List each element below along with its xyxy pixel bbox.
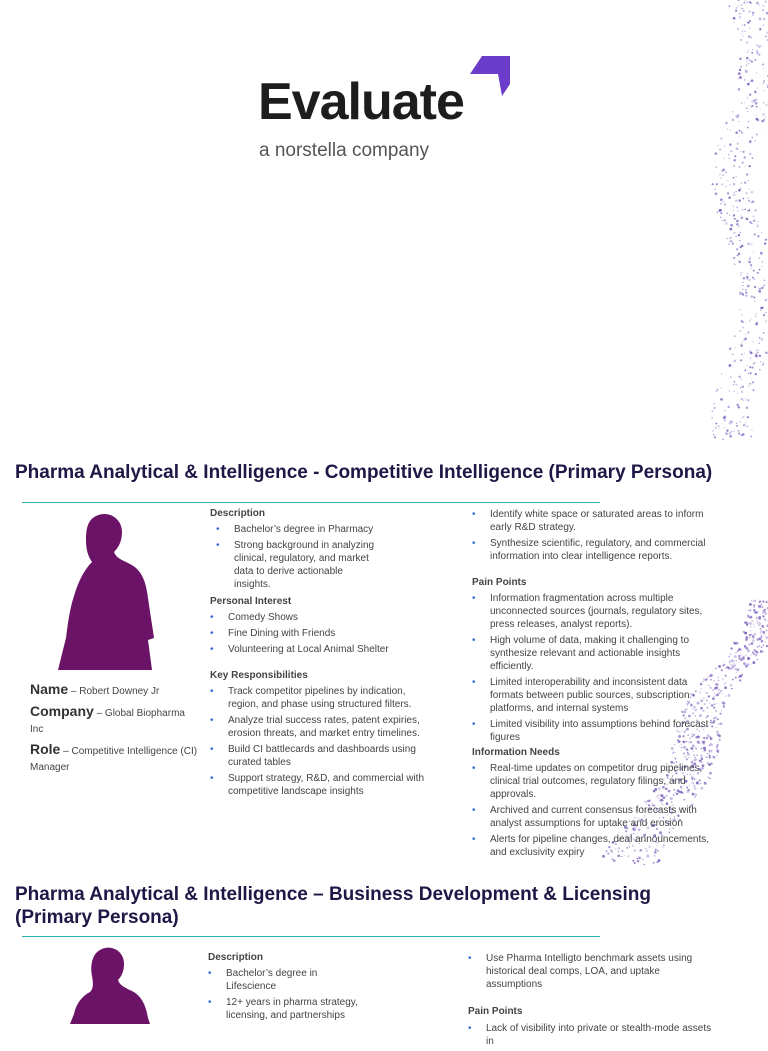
persona2-title-line2: (Primary Persona) — [15, 906, 755, 929]
pain-points-list — [468, 1022, 718, 1048]
pain-points-heading: Pain Points — [468, 1006, 718, 1017]
interest-list — [210, 611, 438, 656]
name-line: Name – Robert Downey Jr — [30, 681, 200, 700]
persona1-divider — [22, 502, 600, 503]
list-item: • Support strategy, R&D, and commercial with competitive landscape insights — [210, 772, 438, 798]
persona1-silhouette-icon — [56, 512, 156, 672]
role-line: Role – Competitive Intelligence (CI) Manager — [30, 741, 200, 776]
evaluate-logo — [258, 56, 518, 166]
list-item: • Build CI battlecards and dashboards using curated tables — [210, 743, 438, 769]
description-list — [208, 967, 368, 1022]
list-item: • Bachelor’s degree in Pharmacy — [216, 523, 381, 536]
company-label: Company — [30, 703, 94, 719]
list-item: • Comedy Shows — [210, 611, 438, 624]
list-item: • Strong background in analyzing clinical, regulatory, and market data to derive actionable insights. — [216, 539, 381, 591]
information-needs-heading: Information Needs — [472, 747, 722, 758]
list-item: • 12+ years in pharma strategy, licensing, and partnerships — [208, 996, 368, 1022]
list-item: • Lack of visibility into private or stealth-mode assets in — [468, 1022, 718, 1048]
key-responsibilities-heading: Key Responsibilities — [210, 670, 438, 681]
description-heading: Description — [210, 508, 438, 519]
description-list — [216, 523, 381, 591]
list-item: • Synthesize scientific, regulatory, and commercial information into clear intelligence reports. — [472, 537, 722, 563]
persona2-divider — [22, 936, 600, 937]
company-value: Global Biopharma Inc — [30, 708, 185, 735]
list-item: • Fine Dining with Friends — [210, 627, 438, 640]
pain-points-heading: Pain Points — [472, 577, 722, 588]
list-item: • Use Pharma Intelligto benchmark assets using historical deal comps, LOA, and uptake assumptions — [468, 952, 718, 991]
list-item: • Limited visibility into assumptions behind forecast figures — [472, 718, 722, 744]
description-heading: Description — [208, 952, 436, 963]
persona1-title: Pharma Analytical & Intelligence - Competitive Intelligence (Primary Persona) — [15, 461, 755, 484]
role-value: Competitive Intelligence (CI) Manager — [30, 746, 197, 773]
personal-interest-heading: Personal Interest — [210, 596, 438, 607]
responsibilities-list — [210, 685, 438, 798]
name-label: Name — [30, 681, 68, 697]
list-item: • Track competitor pipelines by indication, region, and phase using structured filters. — [210, 685, 438, 711]
company-line: Company – Global Biopharma Inc — [30, 703, 200, 738]
persona2-right-column — [468, 952, 718, 1051]
goals-list — [468, 952, 718, 991]
persona2-title-line1: Pharma Analytical & Intelligence – Business Development & Licensing — [15, 883, 755, 906]
persona1-middle-column — [210, 508, 438, 801]
list-item: • Identify white space or saturated areas to inform early R&D strategy. — [472, 508, 722, 534]
information-needs-list — [472, 762, 722, 859]
persona1-right-column — [472, 508, 722, 862]
list-item: • High volume of data, making it challenging to synthesize relevant and actionable insights efficiently. — [472, 634, 722, 673]
persona2-middle-column — [208, 952, 436, 1025]
persona2-title — [15, 883, 755, 929]
name-value: Robert Downey Jr — [79, 686, 159, 697]
list-item: • Real-time updates on competitor drug pipelines, clinical trial outcomes, regulatory filings, and approvals. — [472, 762, 722, 801]
list-item: • Information fragmentation across multiple unconnected sources (journals, regulatory sites, press releases, analyst reports). — [472, 592, 722, 631]
list-item: • Volunteering at Local Animal Shelter — [210, 643, 438, 656]
role-label: Role — [30, 741, 60, 757]
list-item: • Alerts for pipeline changes, deal announcements, and exclusivity expiry — [472, 833, 722, 859]
logo-tagline: a norstella company — [259, 140, 429, 162]
list-item: • Analyze trial success rates, patent expiries, erosion threats, and market entry timelines. — [210, 714, 438, 740]
persona2-silhouette-icon — [66, 946, 156, 1024]
goals-list — [472, 508, 722, 563]
logo-wordmark: Evaluate — [258, 72, 464, 132]
logo-arrow-icon — [470, 56, 510, 96]
list-item: • Limited interoperability and inconsistent data formats between public sources, subscription platforms, and internal systems — [472, 676, 722, 715]
pain-points-list — [472, 592, 722, 744]
decorative-dot-wave-top — [708, 0, 768, 440]
list-item: • Archived and current consensus forecasts with analyst assumptions for uptake and erosion — [472, 804, 722, 830]
list-item: • Bachelor’s degree in Lifescience — [208, 967, 368, 993]
persona1-identity — [30, 681, 200, 776]
